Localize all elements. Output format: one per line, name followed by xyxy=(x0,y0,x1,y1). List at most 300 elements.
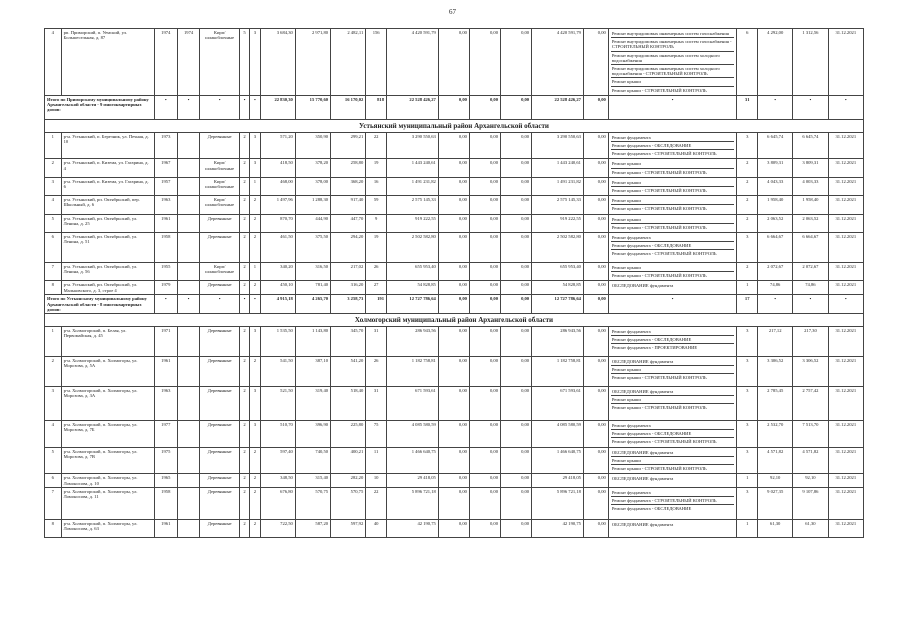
area-value: 444,90 xyxy=(295,214,330,232)
total-value: 818 xyxy=(366,95,387,119)
unit-cost: 61,30 xyxy=(758,519,793,537)
cost-value: 0,00 xyxy=(438,196,469,214)
residents: 31 xyxy=(366,387,387,421)
floors: 2 xyxy=(239,487,249,519)
cost-value: 0,00 xyxy=(469,281,500,295)
cost-value: 0,00 xyxy=(501,214,532,232)
area-value: 2 971,80 xyxy=(295,29,330,96)
cost-value: 671 593,61 xyxy=(532,387,584,421)
cost-value: 0,00 xyxy=(501,519,532,537)
area-value: 282,20 xyxy=(331,474,366,487)
deadline-date: 31.12.2021 xyxy=(828,263,863,281)
works-list xyxy=(608,447,737,474)
cost-value: 0,00 xyxy=(469,447,500,474)
cost-value: 0,00 xyxy=(469,29,500,96)
works-list xyxy=(608,159,737,177)
cost-value: 0,00 xyxy=(501,447,532,474)
reconstruction-year xyxy=(177,233,200,263)
cost-value: 0,00 xyxy=(438,474,469,487)
work-item: Ремонт крыши xyxy=(611,366,735,374)
area-value: 740,50 xyxy=(295,447,330,474)
residents: 22 xyxy=(366,132,387,159)
area-value: 870,70 xyxy=(260,214,295,232)
work-item: Ремонт фундамента xyxy=(611,422,735,430)
residents: 26 xyxy=(366,263,387,281)
reconstruction-year: 1974 xyxy=(177,29,200,96)
residents: 11 xyxy=(366,447,387,474)
area-value: 3 684,30 xyxy=(260,29,295,96)
region-title: Холмогорский муниципальный район Архангельской области xyxy=(45,314,864,327)
cost-value: 0,00 xyxy=(583,327,608,357)
cost-value: 0,00 xyxy=(501,474,532,487)
table-row xyxy=(45,233,864,263)
work-item: Ремонт фундамента - СТРОИТЕЛЬНЫЙ КОНТРОЛЬ xyxy=(611,497,735,505)
residents: 26 xyxy=(366,357,387,387)
work-count: 1 xyxy=(737,519,758,537)
cost-value: 4 420 591,79 xyxy=(387,29,439,96)
unit-cost: 6 664,67 xyxy=(758,233,793,263)
area-value: 676,80 xyxy=(260,487,295,519)
work-item: Ремонт фундамента - ОБСЛЕДОВАНИЕ xyxy=(611,430,735,438)
work-item: Ремонт фундамента - СТРОИТЕЛЬНЫЙ КОНТРОЛЬ xyxy=(611,251,717,257)
region-header-row xyxy=(45,314,864,327)
address: р-н. Устьянский, рп. Октябрьский, ул. Ленина, д. 51 xyxy=(61,233,154,263)
address: р-н. Холмогорский, п. Холмогоры, ул. Ломоносова, д. 63 xyxy=(61,519,154,537)
cost-value: 0,00 xyxy=(583,387,608,421)
area-value: 597,92 xyxy=(331,519,366,537)
cost-value: 1 443 240,61 xyxy=(387,159,439,177)
total-empty-cell: • xyxy=(239,95,249,119)
page-number: 67 xyxy=(449,8,456,16)
works-list xyxy=(608,177,737,195)
deadline-date: 31.12.2021 xyxy=(828,327,863,357)
wall-material: Деревянные xyxy=(200,233,239,263)
limit-cost: 61,30 xyxy=(793,519,828,537)
limit-cost: 2 757,42 xyxy=(793,387,828,421)
area-value: 570,75 xyxy=(331,487,366,519)
unit-cost: 2 072,67 xyxy=(758,263,793,281)
total-empty-cell: • xyxy=(154,295,177,314)
wall-material: Деревянные xyxy=(200,327,239,357)
work-count: 2 xyxy=(737,263,758,281)
total-empty-cell: • xyxy=(793,95,828,119)
reconstruction-year xyxy=(177,519,200,537)
cost-value: 1 466 640,75 xyxy=(532,447,584,474)
wall-material: Деревянные xyxy=(200,281,239,295)
reconstruction-year xyxy=(177,421,200,448)
reconstruction-year xyxy=(177,263,200,281)
cost-value: 0,00 xyxy=(469,519,500,537)
cost-value: 0,00 xyxy=(501,387,532,421)
row-number: 1 xyxy=(45,327,62,357)
residents: 22 xyxy=(366,487,387,519)
cost-value: 0,00 xyxy=(469,421,500,448)
work-count: 3 xyxy=(737,327,758,357)
cost-value: 1 491 231,82 xyxy=(387,177,439,195)
area-value: 1 143,80 xyxy=(295,327,330,357)
total-empty-cell: • xyxy=(250,95,260,119)
residents: 9 xyxy=(366,214,387,232)
work-count: 3 xyxy=(737,487,758,519)
residents: 156 xyxy=(366,29,387,96)
cost-value: 0,00 xyxy=(438,519,469,537)
residents: 10 xyxy=(366,474,387,487)
cost-value: 0,00 xyxy=(583,474,608,487)
cost-value: 2 575 145,33 xyxy=(387,196,439,214)
area-value: 2 482,11 xyxy=(331,29,366,96)
work-item: ОБСЛЕДОВАНИЕ фундамента xyxy=(611,283,674,289)
unit-cost: 4 571,82 xyxy=(758,447,793,474)
works-list xyxy=(608,132,737,159)
floors: 2 xyxy=(239,357,249,387)
cost-value: 655 953,40 xyxy=(532,263,584,281)
reconstruction-year xyxy=(177,327,200,357)
cost-value: 0,00 xyxy=(583,281,608,295)
work-item: Ремонт фундамента - ОБСЛЕДОВАНИЕ xyxy=(611,142,735,150)
cost-value: 0,00 xyxy=(469,214,500,232)
row-number: 4 xyxy=(45,29,62,96)
address: р-н. Холмогорский, п. Холмогоры, ул. Морозова, д. 7Б xyxy=(61,421,154,448)
limit-cost: 2 063,52 xyxy=(793,214,828,232)
cost-value: 0,00 xyxy=(501,487,532,519)
build-year: 1971 xyxy=(154,327,177,357)
work-item: Ремонт фундамента - ОБСЛЕДОВАНИЕ xyxy=(611,506,692,512)
area-value: 917,40 xyxy=(331,196,366,214)
total-empty-cell: • xyxy=(608,95,737,119)
reconstruction-year xyxy=(177,487,200,519)
build-year: 1965 xyxy=(154,474,177,487)
table-row xyxy=(45,474,864,487)
total-value: 0,00 xyxy=(501,95,532,119)
cost-value: 0,00 xyxy=(583,487,608,519)
row-number: 8 xyxy=(45,281,62,295)
limit-cost: 4 003,33 xyxy=(793,177,828,195)
wall-material: Деревянные xyxy=(200,357,239,387)
total-value: 22 830,30 xyxy=(260,95,295,119)
row-number: 2 xyxy=(45,159,62,177)
build-year: 1975 xyxy=(154,447,177,474)
cost-value: 0,00 xyxy=(501,159,532,177)
table-row xyxy=(45,177,864,195)
cost-value: 1 182 758,81 xyxy=(532,357,584,387)
cost-value: 0,00 xyxy=(438,132,469,159)
area-value: 1 288,30 xyxy=(295,196,330,214)
cost-value: 0,00 xyxy=(501,177,532,195)
cost-value: 3 290 550,63 xyxy=(532,132,584,159)
entrances: 2 xyxy=(250,281,260,295)
deadline-date: 31.12.2021 xyxy=(828,233,863,263)
total-empty-cell: • xyxy=(828,295,863,314)
area-value: 781,40 xyxy=(295,281,330,295)
work-item: Ремонт фундамента xyxy=(611,134,735,142)
works-list xyxy=(608,233,737,263)
table-row xyxy=(45,327,864,357)
row-number: 3 xyxy=(45,177,62,195)
build-year: 1974 xyxy=(154,29,177,96)
unit-cost: 3 306,52 xyxy=(758,357,793,387)
work-item: Ремонт внутридомовых инженерных систем газоснабжения xyxy=(611,30,735,38)
works-list xyxy=(608,29,737,96)
area-value: 461,50 xyxy=(260,233,295,263)
entrances: 3 xyxy=(250,159,260,177)
unit-cost: 74,86 xyxy=(758,281,793,295)
total-empty-cell: • xyxy=(828,95,863,119)
work-item: Ремонт крыши - СТРОИТЕЛЬНЫЙ КОНТРОЛЬ xyxy=(611,466,707,472)
work-item: Ремонт фундамента - СТРОИТЕЛЬНЫЙ КОНТРОЛЬ xyxy=(611,151,717,157)
table-row xyxy=(45,281,864,295)
work-item: Ремонт крыши - СТРОИТЕЛЬНЫЙ КОНТРОЛЬ xyxy=(611,224,707,230)
area-value: 316,50 xyxy=(295,263,330,281)
work-count: 3 xyxy=(737,421,758,448)
row-number: 4 xyxy=(45,196,62,214)
unit-cost: 2 785,45 xyxy=(758,387,793,421)
floors: 2 xyxy=(239,447,249,474)
cost-value: 42 190,75 xyxy=(387,519,439,537)
row-number: 8 xyxy=(45,519,62,537)
area-value: 521,50 xyxy=(260,387,295,421)
row-number: 5 xyxy=(45,214,62,232)
cost-value: 0,00 xyxy=(469,159,500,177)
reconstruction-year xyxy=(177,474,200,487)
cost-value: 286 943,56 xyxy=(532,327,584,357)
build-year: 1977 xyxy=(154,421,177,448)
residents: 31 xyxy=(366,327,387,357)
address: р-н. Устьянский, рп. Октябрьский, пер. Школьный, д. 6 xyxy=(61,196,154,214)
build-year: 1955 xyxy=(154,263,177,281)
floors: 5 xyxy=(239,29,249,96)
work-count: 2 xyxy=(737,214,758,232)
cost-value: 0,00 xyxy=(501,196,532,214)
repair-program-table xyxy=(44,28,864,538)
residents: 27 xyxy=(366,281,387,295)
area-value: 571,20 xyxy=(260,132,295,159)
cost-value: 0,00 xyxy=(469,177,500,195)
total-value: 12 727 786,64 xyxy=(387,295,439,314)
work-item: Ремонт крыши xyxy=(611,160,735,168)
row-number: 7 xyxy=(45,263,62,281)
cost-value: 0,00 xyxy=(438,29,469,96)
total-empty-cell: • xyxy=(200,295,239,314)
entrances: 2 xyxy=(250,196,260,214)
build-year: 1957 xyxy=(154,177,177,195)
work-item: Ремонт крыши xyxy=(611,78,735,86)
cost-value: 0,00 xyxy=(501,421,532,448)
reconstruction-year xyxy=(177,177,200,195)
work-item: Ремонт крыши - СТРОИТЕЛЬНЫЙ КОНТРОЛЬ xyxy=(611,87,707,93)
cost-value: 4 085 580,59 xyxy=(532,421,584,448)
total-value: 12 727 786,64 xyxy=(532,295,584,314)
total-value: 0,00 xyxy=(583,295,608,314)
cost-value: 919 222,55 xyxy=(387,214,439,232)
cost-value: 0,00 xyxy=(501,233,532,263)
region-total-row xyxy=(45,295,864,314)
cost-value: 0,00 xyxy=(469,474,500,487)
area-value: 315,40 xyxy=(295,474,330,487)
cost-value: 0,00 xyxy=(469,233,500,263)
table-row xyxy=(45,159,864,177)
work-item: ОБСЛЕДОВАНИЕ фундамента xyxy=(611,449,735,457)
limit-cost: 6 645,74 xyxy=(793,132,828,159)
entrances: 3 xyxy=(250,421,260,448)
table-row xyxy=(45,196,864,214)
address: р-н. Устьянский, рп. Октябрьский, ул. Ленина, д. 25 xyxy=(61,214,154,232)
region-title: Устьянский муниципальный район Архангельской области xyxy=(45,119,864,132)
wall-material: Кирп/ шлакоблочные xyxy=(200,177,239,195)
entrances: 3 xyxy=(250,132,260,159)
total-empty-cell: • xyxy=(177,295,200,314)
total-value: 0,00 xyxy=(501,295,532,314)
works-list xyxy=(608,474,737,487)
entrances: 2 xyxy=(250,519,260,537)
unit-cost: 92,10 xyxy=(758,474,793,487)
area-value: 319,40 xyxy=(295,387,330,421)
wall-material: Деревянные xyxy=(200,487,239,519)
total-empty-cell: • xyxy=(200,95,239,119)
work-item: Ремонт крыши xyxy=(611,264,735,272)
floors: 2 xyxy=(239,214,249,232)
wall-material: Деревянные xyxy=(200,519,239,537)
entrances: 2 xyxy=(250,233,260,263)
works-list xyxy=(608,421,737,448)
cost-value: 0,00 xyxy=(501,263,532,281)
floors: 2 xyxy=(239,387,249,421)
cost-value: 4 420 591,79 xyxy=(532,29,584,96)
cost-value: 0,00 xyxy=(438,421,469,448)
work-count: 2 xyxy=(737,177,758,195)
cost-value: 5 896 721,18 xyxy=(387,487,439,519)
area-value: 225,80 xyxy=(331,421,366,448)
total-empty-cell: • xyxy=(250,295,260,314)
cost-value: 0,00 xyxy=(438,281,469,295)
floors: 2 xyxy=(239,263,249,281)
build-year: 1961 xyxy=(154,214,177,232)
wall-material: Деревянные xyxy=(200,214,239,232)
unit-cost: 6 645,74 xyxy=(758,132,793,159)
cost-value: 1 466 640,75 xyxy=(387,447,439,474)
cost-value: 54 828,85 xyxy=(532,281,584,295)
area-value: 468,00 xyxy=(260,177,295,195)
address: р-н. Устьянский, рп. Октябрьский, ул. Ленина, д. 56 xyxy=(61,263,154,281)
total-label: Итого по Устьянскому муниципальному району Архангельской области - 8 многоквартирных домов: xyxy=(45,295,155,314)
work-item: Ремонт фундамента xyxy=(611,489,735,497)
work-item: ОБСЛЕДОВАНИЕ фундамента xyxy=(611,388,735,396)
work-count: 2 xyxy=(737,159,758,177)
work-count: 3 xyxy=(737,357,758,387)
limit-cost: 74,86 xyxy=(793,281,828,295)
row-number: 6 xyxy=(45,233,62,263)
cost-value: 2 502 582,80 xyxy=(532,233,584,263)
limit-cost: 1 312,56 xyxy=(793,29,828,96)
work-item: Ремонт крыши xyxy=(611,457,735,465)
build-year: 1961 xyxy=(154,357,177,387)
cost-value: 0,00 xyxy=(501,29,532,96)
cost-value: 0,00 xyxy=(583,196,608,214)
entrances: 2 xyxy=(250,474,260,487)
work-item: ОБСЛЕДОВАНИЕ фундамента xyxy=(611,521,674,527)
cost-value: 5 896 721,18 xyxy=(532,487,584,519)
work-item: Ремонт внутридомовых инженерных систем холодного водоснабжения xyxy=(611,52,735,65)
table-row xyxy=(45,519,864,537)
total-value: 15 770,60 xyxy=(295,95,330,119)
cost-value: 0,00 xyxy=(583,233,608,263)
cost-value: 0,00 xyxy=(438,447,469,474)
total-value: 0,00 xyxy=(583,95,608,119)
area-value: 217,02 xyxy=(331,263,366,281)
work-item: Ремонт внутридомовых инженерных систем газоснабжения - СТРОИТЕЛЬНЫЙ КОНТРОЛЬ xyxy=(611,38,735,51)
area-value: 1 497,96 xyxy=(260,196,295,214)
area-value: 541,50 xyxy=(260,357,295,387)
table-row xyxy=(45,487,864,519)
table-row xyxy=(45,214,864,232)
cost-value: 1 443 240,61 xyxy=(532,159,584,177)
area-value: 258,80 xyxy=(331,159,366,177)
cost-value: 0,00 xyxy=(469,196,500,214)
cost-value: 2 575 145,33 xyxy=(532,196,584,214)
unit-cost: 217,12 xyxy=(758,327,793,357)
area-value: 368,20 xyxy=(331,177,366,195)
work-item: Ремонт внутридомовых инженерных систем холодного водоснабжения - СТРОИТЕЛЬНЫЙ КОНТРОЛЬ xyxy=(611,65,735,78)
work-item: Ремонт фундамента xyxy=(611,234,735,242)
region-header-row xyxy=(45,119,864,132)
floors: 2 xyxy=(239,519,249,537)
total-work-count: 17 xyxy=(737,295,758,314)
wall-material: Кирп/ шлакоблочные xyxy=(200,263,239,281)
floors: 2 xyxy=(239,196,249,214)
cost-value: 0,00 xyxy=(469,387,500,421)
total-value: 22 528 426,27 xyxy=(532,95,584,119)
unit-cost: 4 292,00 xyxy=(758,29,793,96)
work-item: Ремонт фундамента xyxy=(611,328,735,336)
floors: 2 xyxy=(239,474,249,487)
total-value: 16 170,02 xyxy=(331,95,366,119)
deadline-date: 31.12.2021 xyxy=(828,519,863,537)
cost-value: 0,00 xyxy=(438,177,469,195)
area-value: 447,70 xyxy=(331,214,366,232)
cost-value: 0,00 xyxy=(583,263,608,281)
area-value: 450,10 xyxy=(260,281,295,295)
entrances: 2 xyxy=(250,214,260,232)
entrances: 1 xyxy=(250,177,260,195)
deadline-date: 31.12.2021 xyxy=(828,421,863,448)
table-row xyxy=(45,132,864,159)
area-value: 294,20 xyxy=(331,233,366,263)
address: р-н. Холмогорский, п. Белая, ул. Первомайская, д. 45 xyxy=(61,327,154,357)
address: р-н. Устьянский, п. Кизема, ул. Гагарина, д. 6 xyxy=(61,177,154,195)
work-item: Ремонт крыши - СТРОИТЕЛЬНЫЙ КОНТРОЛЬ xyxy=(611,405,707,411)
work-count: 6 xyxy=(737,29,758,96)
wall-material: Деревянные xyxy=(200,421,239,448)
deadline-date: 31.12.2021 xyxy=(828,387,863,421)
work-count: 3 xyxy=(737,447,758,474)
wall-material: Кирп/ шлакоблочные xyxy=(200,29,239,96)
area-value: 518,40 xyxy=(331,387,366,421)
wall-material: Деревянные xyxy=(200,447,239,474)
build-year: 1958 xyxy=(154,233,177,263)
total-work-count: 31 xyxy=(737,95,758,119)
table-row xyxy=(45,263,864,281)
cost-value: 0,00 xyxy=(583,214,608,232)
floors: 2 xyxy=(239,177,249,195)
total-empty-cell: • xyxy=(154,95,177,119)
address: р-н. Холмогорский, п. Холмогоры, ул. Морозова, д. 3А xyxy=(61,387,154,421)
area-value: 541,20 xyxy=(331,357,366,387)
table-row xyxy=(45,447,864,474)
address: р-н. Холмогорский, п. Холмогоры, ул. Морозова, д. 5А xyxy=(61,357,154,387)
row-number: 5 xyxy=(45,447,62,474)
reconstruction-year xyxy=(177,196,200,214)
work-count: 3 xyxy=(737,233,758,263)
row-number: 4 xyxy=(45,421,62,448)
